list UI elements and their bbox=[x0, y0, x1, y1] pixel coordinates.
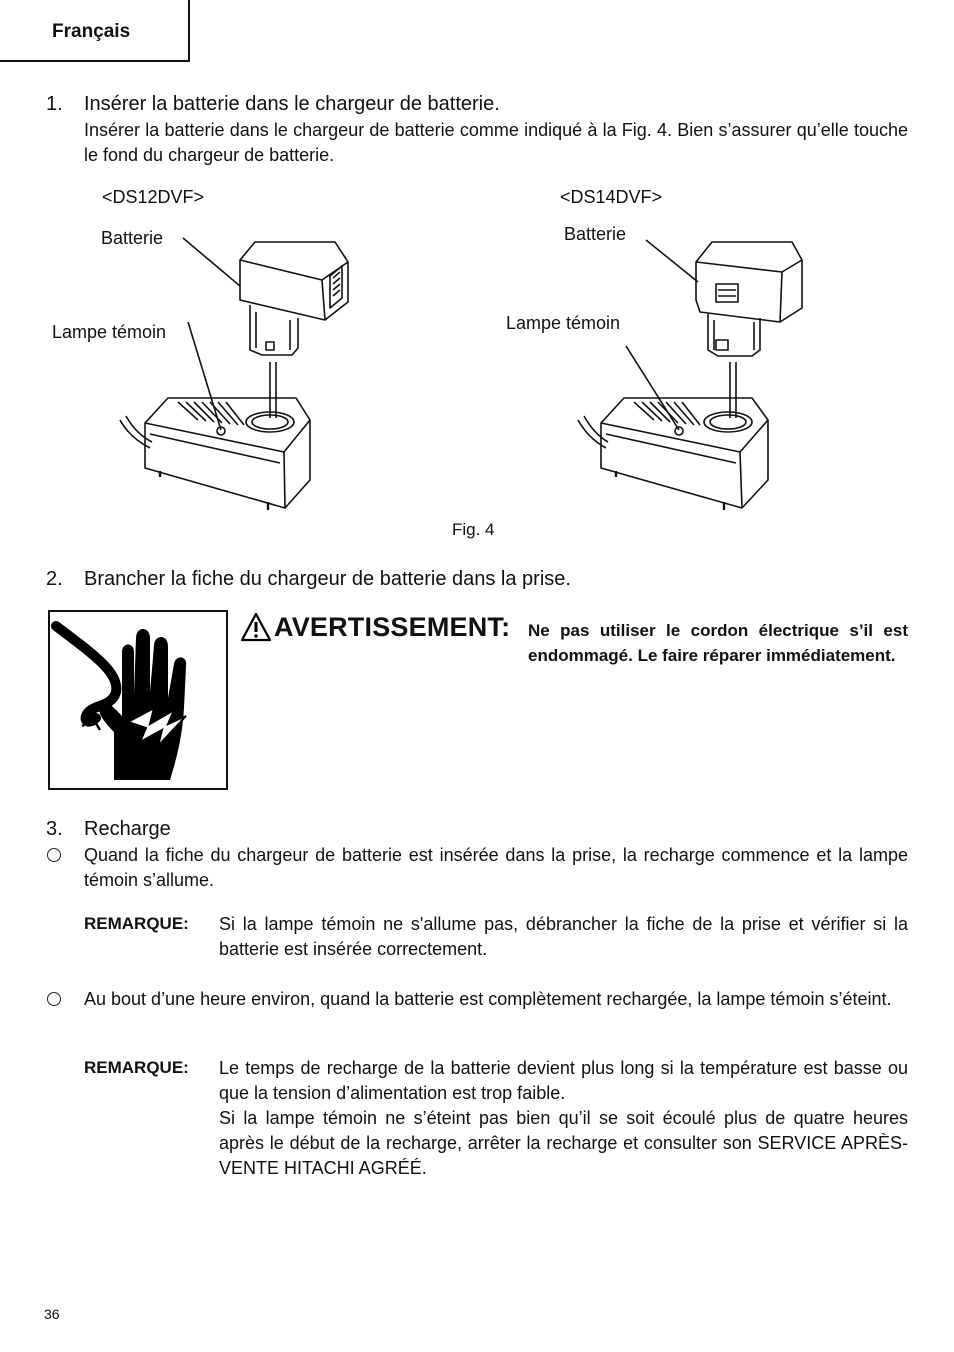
lamp-label-right: Lampe témoin bbox=[506, 313, 621, 333]
note1-text: Si la lampe témoin ne s'allume pas, débrancher la fiche de la prise et vérifier si la batterie est insérée correctement. bbox=[219, 914, 908, 959]
lamp-label-left: Lampe témoin bbox=[52, 322, 167, 342]
bullet-circle-icon bbox=[47, 992, 61, 1006]
warning-triangle-icon bbox=[240, 612, 272, 642]
note2-label: REMARQUE: bbox=[84, 1058, 189, 1077]
bullet-circle-icon bbox=[47, 848, 61, 862]
warning-title: AVERTISSEMENT: bbox=[274, 612, 511, 642]
step3-bullet2: Au bout d’une heure environ, quand la batterie est complètement rechargée, la lampe témoin s’éteint. bbox=[84, 989, 892, 1009]
figure-model-left: <DS12DVF> bbox=[102, 187, 205, 207]
charger-figure bbox=[0, 180, 954, 530]
right-charger-illustration bbox=[578, 240, 802, 510]
language-label: Français bbox=[52, 21, 131, 42]
step1-number: 1. bbox=[46, 93, 63, 115]
step3-title: Recharge bbox=[84, 818, 171, 840]
electric-shock-hazard-icon bbox=[48, 610, 228, 790]
step1-body: Insérer la batterie dans le chargeur de batterie comme indiqué à la Fig. 4. Bien s’assurer qu’elle touche le fond du chargeur de batterie. bbox=[84, 120, 908, 165]
note2-text-a: Le temps de recharge de la batterie devient plus long si la température est basse ou que la tension d’alimentation est trop faible. bbox=[219, 1058, 908, 1103]
battery-label-right: Batterie bbox=[564, 224, 627, 244]
step3-bullet1: Quand la fiche du chargeur de batterie est insérée dans la prise, la recharge commence et la lampe témoin s’allume. bbox=[84, 845, 908, 890]
left-charger-illustration bbox=[120, 238, 348, 510]
figure-caption: Fig. 4 bbox=[452, 520, 495, 539]
step2-number: 2. bbox=[46, 568, 63, 590]
note1-label: REMARQUE: bbox=[84, 914, 189, 933]
battery-label-left: Batterie bbox=[101, 228, 164, 248]
step1-title: Insérer la batterie dans le chargeur de batterie. bbox=[84, 93, 500, 115]
step2-title: Brancher la fiche du chargeur de batterie dans la prise. bbox=[84, 568, 571, 590]
warning-text: Ne pas utiliser le cordon électrique s’il est endommagé. Le faire réparer immédiatement. bbox=[528, 621, 908, 665]
figure-model-right: <DS14DVF> bbox=[560, 187, 663, 207]
language-tab bbox=[0, 0, 190, 62]
note2-text-b: Si la lampe témoin ne s’éteint pas bien qu’il se soit écoulé plus de quatre heures après le début de la recharge, arrêter la recharge et consulter son SERVICE APRÈS-VENTE HITACHI AGRÉÉ. bbox=[219, 1108, 908, 1178]
step3-number: 3. bbox=[46, 818, 63, 840]
page-number: 36 bbox=[44, 1306, 60, 1322]
